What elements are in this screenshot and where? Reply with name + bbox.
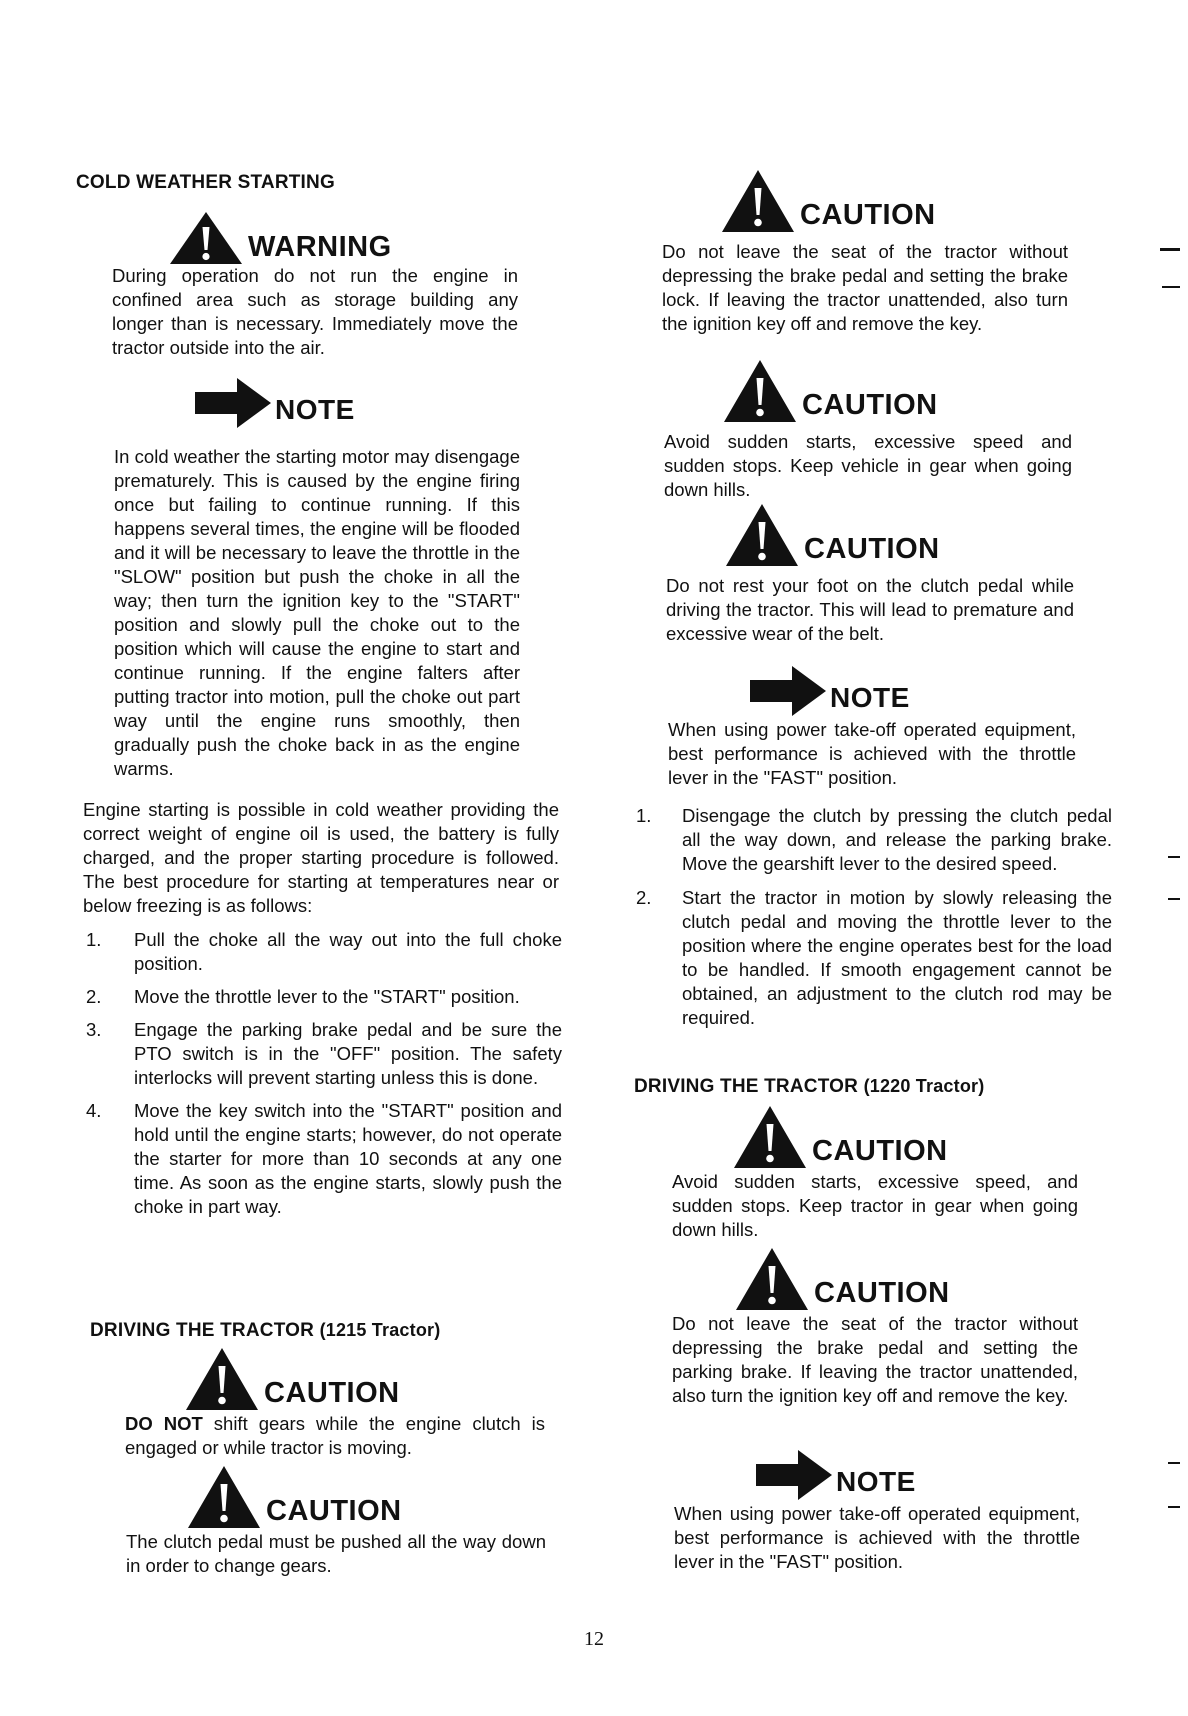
caution-triangle-icon [736,1246,816,1312]
note-text: When using power take-off operated equipment, best performance is achieved with the throttle lever in the "FAST" position. [668,719,1076,788]
caution-text: Avoid sudden starts, excessive speed and sudden stops. Keep vehicle in gear when going down hills. [664,431,1072,500]
margin-mark [1168,1462,1180,1464]
caution-triangle-icon [724,358,804,424]
margin-mark [1160,248,1180,251]
caution-triangle-icon [722,168,802,234]
caution-signal [188,1464,402,1530]
caution-label: CAUTION [800,199,936,231]
driving-steps [636,804,1112,1030]
list-item: 3. Engage the parking brake pedal and be sure the PTO switch is in the "OFF" position. The safety interlocks will prevent starting unless this is done. [86,1019,562,1088]
caution-text: Do not leave the seat of the tractor without depressing the brake pedal and setting the parking brake. If leaving the tractor unattended, also turn the ignition key off and remove the key. [672,1313,1078,1406]
caution-text: Do not leave the seat of the tractor without depressing the brake pedal and setting the brake lock. If leaving the tractor unattended, also turn the ignition key off and remove the key. [662,241,1068,334]
list-item: 2. Start the tractor in motion by slowly releasing the clutch pedal and moving the throttle lever to the position where the engine operates best for the load to be handled. If smooth engagement cannot be obtained, an adjustment to the clutch rod may be required. [636,887,1112,1028]
caution-triangle-icon [186,1346,266,1412]
list-item: 1. Pull the choke all the way out into the full choke position. [86,929,562,974]
cold-weather-heading: COLD WEATHER STARTING [76,172,335,193]
note-label: NOTE [836,1466,916,1497]
margin-mark [1162,286,1180,288]
caution-signal [726,502,940,568]
caution-text: DO NOT shift gears while the engine clutch is engaged or while tractor is moving. [125,1413,545,1458]
margin-mark [1168,898,1180,900]
note-arrow-icon [754,1446,834,1504]
caution-label: CAUTION [812,1135,948,1167]
note-signal [748,662,910,720]
margin-mark [1168,856,1180,858]
note-text: In cold weather the starting motor may disengage prematurely. This is caused by the engine firing once but failing to continue running. If this happens several times, the engine will be flooded and it will be necessary to leave the throttle in the "SLOW" position but push the choke in all the way; then turn the ignition key to the "START" position and slowly pull the choke out to the position which will cause the engine to start and continue running. If the engine falters after putting tractor into motion, pull the choke out part way until the engine runs smoothly, then gradually push the choke back in as the engine warms. [114,446,520,779]
warning-signal [170,210,392,266]
caution-triangle-icon [188,1464,268,1530]
margin-mark [1168,1506,1180,1508]
caution-signal [186,1346,400,1412]
list-item: 1. Disengage the clutch by pressing the clutch pedal all the way down, and release the parking brake. Move the gearshift lever to the desired speed. [636,805,1112,874]
caution-signal [724,358,938,424]
note-arrow-icon [193,374,273,432]
caution-text: Avoid sudden starts, excessive speed, and sudden stops. Keep tractor in gear when going down hills. [672,1171,1078,1240]
caution-label: CAUTION [802,389,938,421]
caution-label: CAUTION [814,1277,950,1309]
note-text: When using power take-off operated equipment, best performance is achieved with the throttle lever in the "FAST" position. [674,1503,1080,1572]
note-signal [193,374,355,432]
caution-text: Do not rest your foot on the clutch pedal while driving the tractor. This will lead to premature and excessive wear of the belt. [666,575,1074,644]
caution-label: CAUTION [266,1495,402,1527]
warning-label: WARNING [248,231,392,263]
caution-label: CAUTION [264,1377,400,1409]
cold-start-steps [86,928,562,1219]
page-number: 12 [584,1628,604,1650]
cold-start-intro: Engine starting is possible in cold weather providing the correct weight of engine oil is used, the battery is fully charged, and the proper starting procedure is followed. The best procedure for starting at temperatures near or below freezing is as follows: [83,799,559,916]
caution-signal [736,1246,950,1312]
caution-signal [734,1104,948,1170]
note-label: NOTE [275,394,355,425]
warning-triangle-icon [170,210,250,266]
driving-1220-heading: DRIVING THE TRACTOR (1220 Tractor) [634,1076,985,1097]
driving-1215-heading: DRIVING THE TRACTOR (1215 Tractor) [90,1320,441,1341]
note-signal [754,1446,916,1504]
caution-text: The clutch pedal must be pushed all the way down in order to change gears. [126,1531,546,1576]
caution-triangle-icon [734,1104,814,1170]
note-arrow-icon [748,662,828,720]
note-label: NOTE [830,682,910,713]
caution-triangle-icon [726,502,806,568]
list-item: 4. Move the key switch into the "START" position and hold until the engine starts; however, do not operate the starter for more than 10 seconds at any one time. As soon as the engine starts, slowly push the choke in part way. [86,1100,562,1217]
caution-label: CAUTION [804,533,940,565]
list-item: 2. Move the throttle lever to the "START" position. [86,986,520,1007]
warning-text: During operation do not run the engine in confined area such as storage building any longer than is necessary. Immediately move the tractor outside into the air. [112,265,518,358]
caution-signal [722,168,936,234]
